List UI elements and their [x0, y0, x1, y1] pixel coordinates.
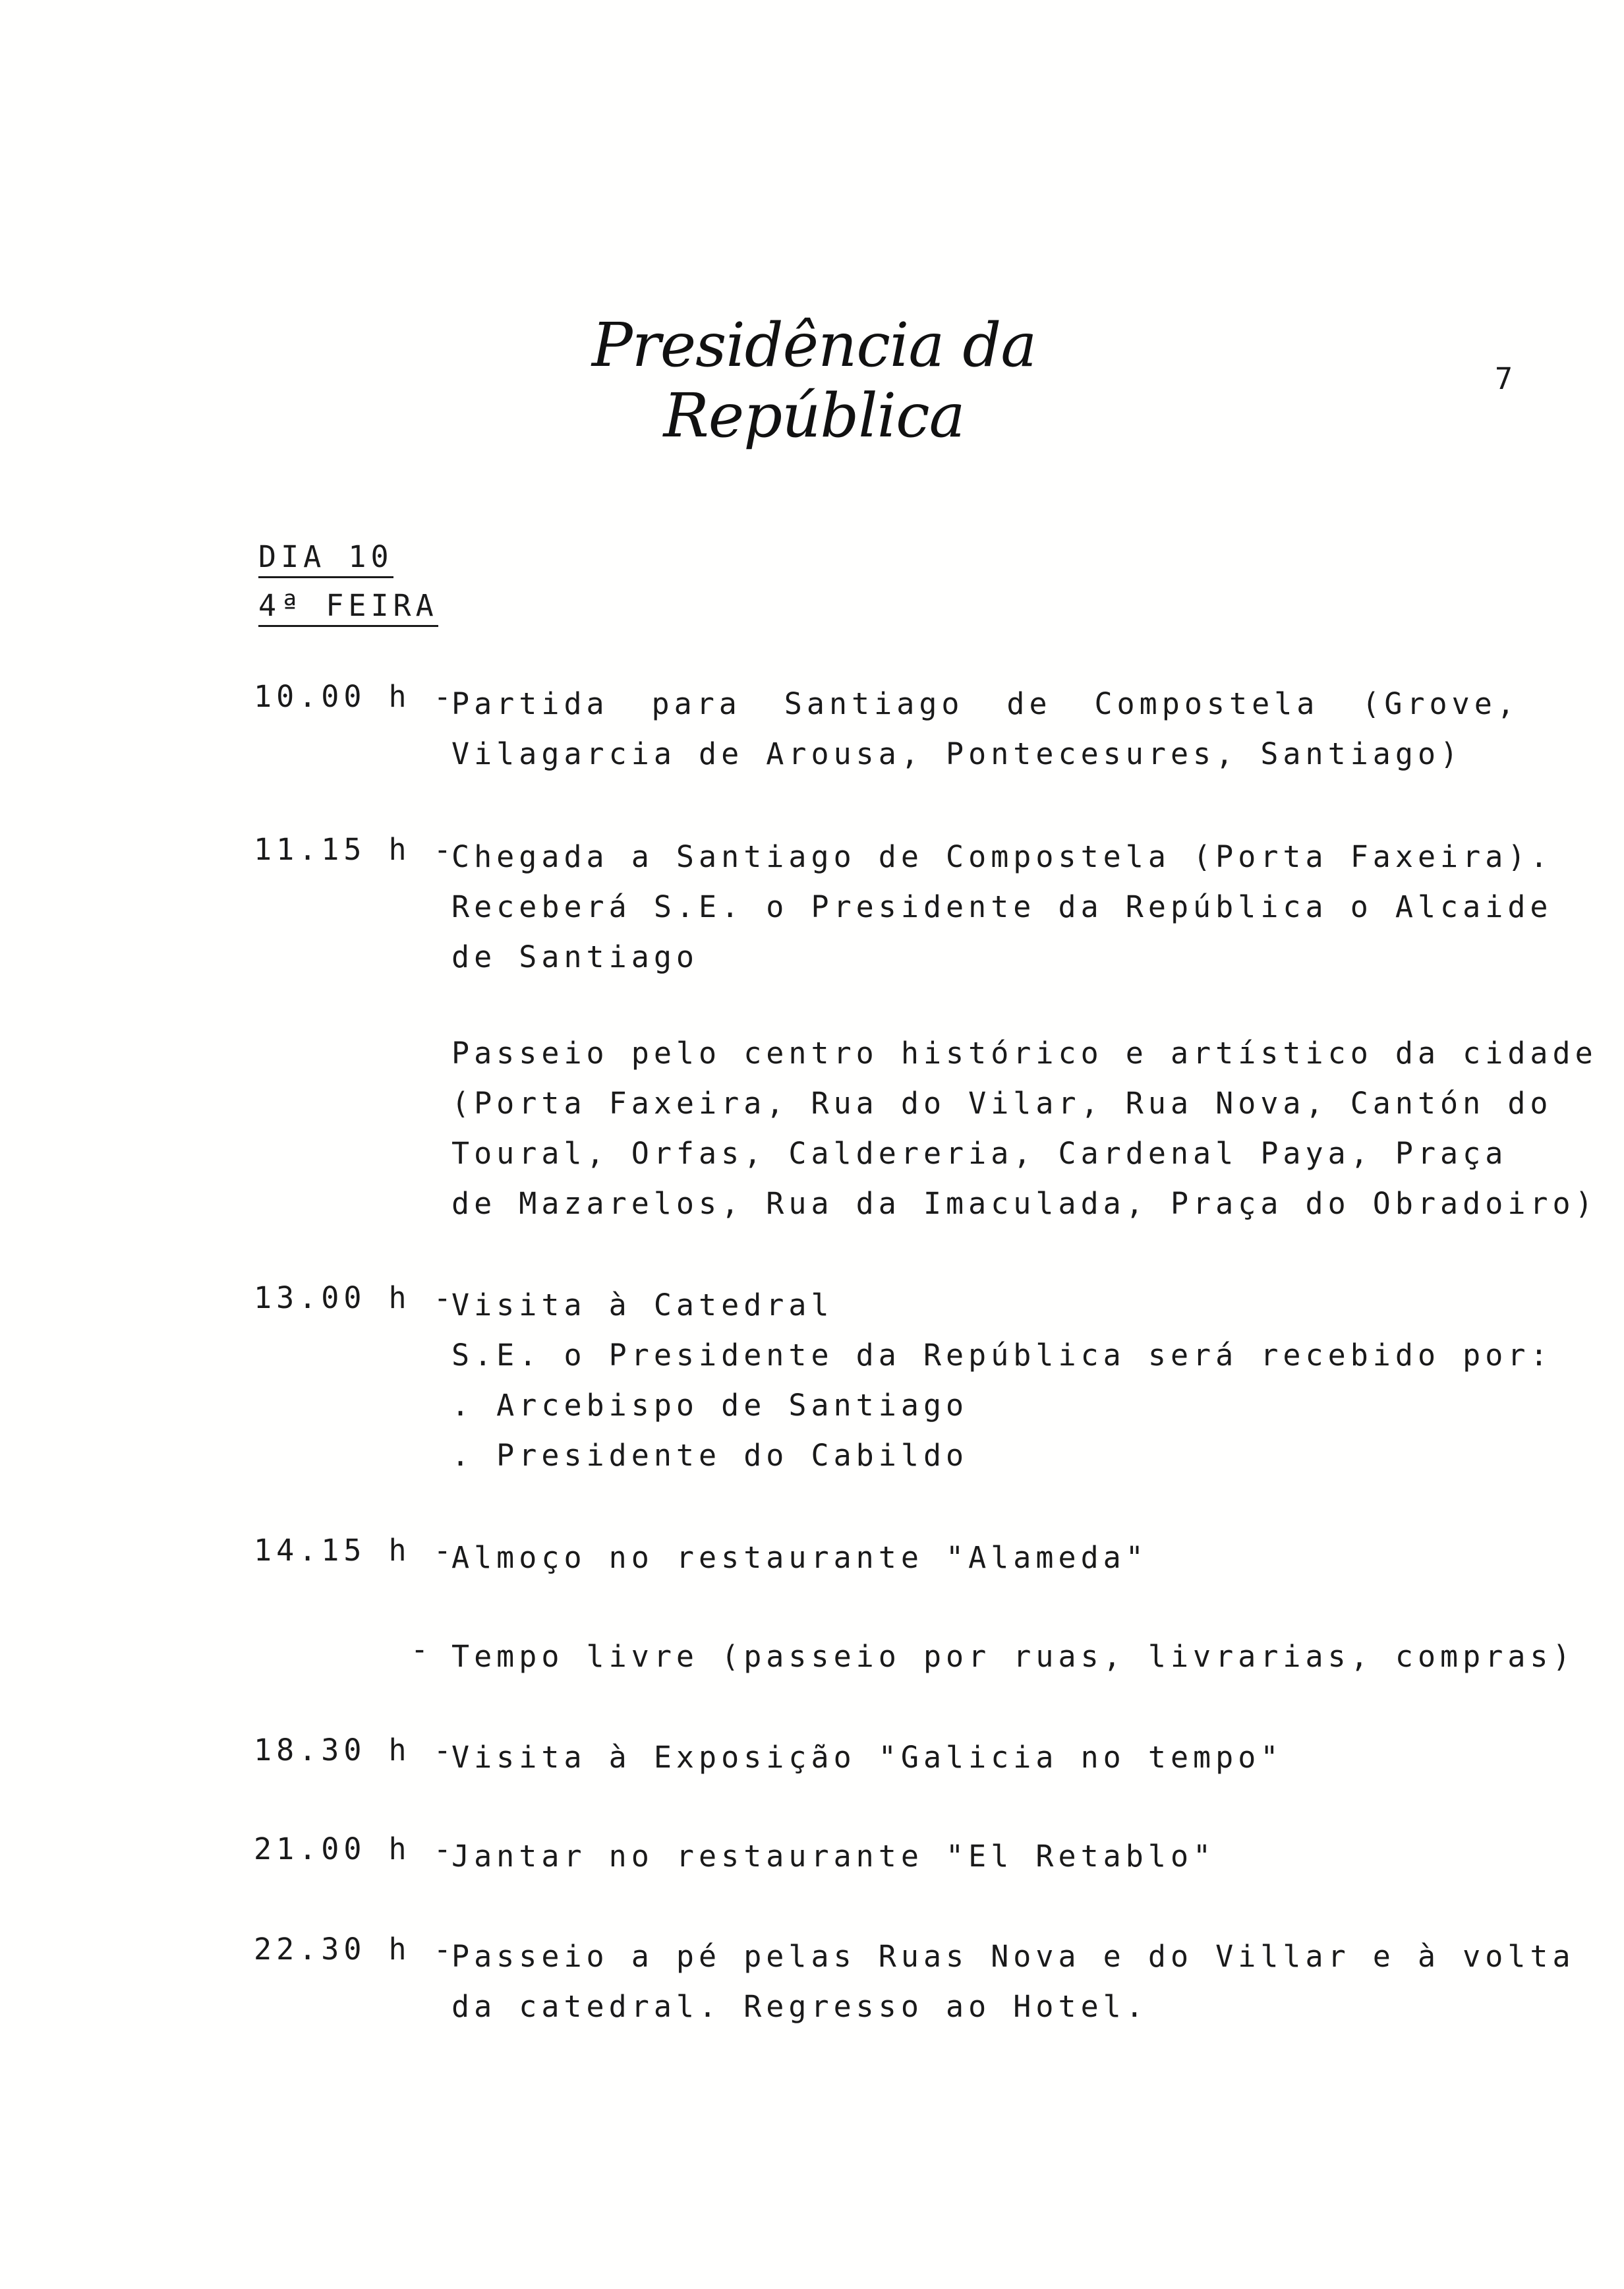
entry-line: (Porta Faxeira, Rua do Vilar, Rua Nova, Cantón do: [451, 1086, 1553, 1121]
entry-line: Receberá S.E. o Presidente da República o Alcaide: [451, 889, 1553, 924]
entry-line: de Mazarelos, Rua da Imaculada, Praça do Obradoiro): [451, 1186, 1598, 1221]
entry-line: . Presidente do Cabildo: [451, 1438, 969, 1473]
entry-line: da catedral. Regresso ao Hotel.: [451, 1989, 1148, 2024]
entry-line: Toural, Orfas, Caldereria, Cardenal Paya, Praça: [451, 1136, 1508, 1171]
entry-text: [451, 1280, 1553, 1481]
entry-line: [451, 679, 1519, 729]
day-weekday: 4ª FEIRA: [258, 587, 438, 627]
entry-line: Visita à Exposição "Galicia no tempo": [451, 1740, 1283, 1775]
word: Compostela: [1094, 686, 1320, 721]
entry-line: Jantar no restaurante "El Retablo": [451, 1839, 1216, 1874]
entry-line: Visita à Catedral: [451, 1288, 834, 1323]
entry-line: Almoço no restaurante "Alameda": [451, 1540, 1148, 1575]
entry-time: 22.30 h -: [254, 1932, 456, 1967]
word: (Grove,: [1362, 686, 1519, 721]
entry-text: [451, 1533, 1519, 1583]
page-number: 7: [1495, 361, 1518, 396]
entry-dash: -: [411, 1632, 434, 1667]
entry-text: [451, 1632, 1575, 1682]
entry-line: Chegada a Santiago de Compostela (Porta Faxeira).: [451, 839, 1553, 874]
entry-line: S.E. o Presidente da República será recebido por:: [451, 1338, 1553, 1373]
entry-line: de Santiago: [451, 939, 699, 974]
entry-time: 13.00 h -: [254, 1280, 456, 1315]
letterhead: Presidência da República: [591, 310, 1037, 451]
entry-line: . Arcebispo de Santiago: [451, 1388, 969, 1423]
entry-text: [451, 832, 1598, 1229]
entry-time: 18.30 h -: [254, 1733, 456, 1768]
entry-line: Vilagarcia de Arousa, Pontecesures, Santiago): [451, 736, 1463, 771]
day-heading: [258, 534, 438, 629]
word: Partida: [451, 686, 609, 721]
entry-time: 21.00 h -: [254, 1831, 456, 1866]
entry-line: Passeio a pé pelas Ruas Nova e do Villar e à volta: [451, 1939, 1575, 1974]
entry-text: [451, 1932, 1575, 2032]
entry-time: 14.15 h -: [254, 1533, 456, 1568]
entry-line: Tempo livre (passeio por ruas, livrarias, compras): [451, 1639, 1575, 1674]
word: Santiago: [784, 686, 964, 721]
day-title: DIA 10: [258, 538, 393, 578]
entry-line: Passeio pelo centro histórico e artístico da cidade: [451, 1036, 1598, 1071]
entry-text: [451, 1733, 1519, 1783]
word: de: [1006, 686, 1052, 721]
entry-text: [451, 1831, 1519, 1882]
entry-text: [451, 679, 1519, 779]
entry-time: 10.00 h -: [254, 679, 456, 714]
entry-time: 11.15 h -: [254, 832, 456, 867]
word: para: [651, 686, 741, 721]
